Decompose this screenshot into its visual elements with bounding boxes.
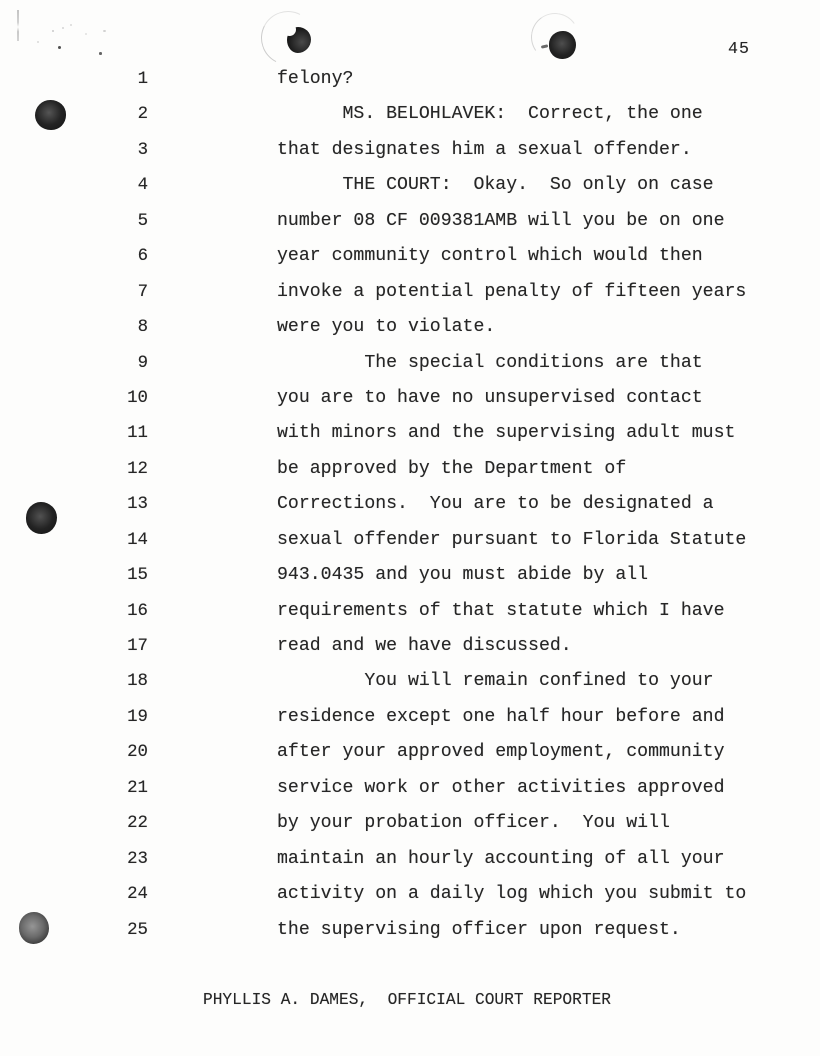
line-text: read and we have discussed.	[277, 636, 572, 656]
scan-speck	[85, 33, 87, 35]
transcript-line	[0, 771, 820, 806]
line-text: by your probation officer. You will	[277, 813, 670, 834]
line-number: 25	[127, 920, 148, 940]
line-number: 3	[137, 140, 148, 160]
line-text: you are to have no unsupervised contact	[277, 387, 703, 408]
line-number: 5	[137, 211, 148, 231]
line-number: 14	[127, 530, 148, 550]
line-text: that designates him a sexual offender.	[277, 139, 692, 160]
transcript-line	[0, 346, 820, 381]
transcript-line	[0, 487, 820, 522]
scan-speck	[103, 30, 106, 32]
line-number: 1	[137, 70, 148, 89]
transcript-line	[0, 735, 820, 770]
scan-speck	[58, 46, 61, 49]
scan-speck	[70, 24, 72, 26]
line-text: felony?	[277, 69, 354, 89]
transcript-line	[0, 629, 820, 664]
line-number: 8	[137, 318, 148, 338]
line-number: 4	[137, 176, 148, 196]
transcript-line	[0, 700, 820, 735]
line-number: 20	[127, 743, 148, 763]
line-number: 22	[127, 814, 148, 834]
transcript-line	[0, 594, 820, 629]
line-number: 21	[127, 778, 148, 798]
transcript-line	[0, 806, 820, 841]
transcript-line	[0, 97, 820, 132]
line-text: requirements of that statute which I have	[277, 600, 725, 621]
scan-speck	[37, 41, 39, 43]
line-text: service work or other activities approved	[277, 777, 725, 798]
line-number: 23	[127, 849, 148, 869]
transcript-line	[0, 381, 820, 416]
line-number: 17	[127, 637, 148, 656]
line-text: MS. BELOHLAVEK: Correct, the one	[277, 104, 703, 125]
scan-speck	[99, 52, 102, 55]
transcript-line	[0, 664, 820, 699]
transcript-line	[0, 877, 820, 912]
line-text: 943.0435 and you must abide by all	[277, 565, 649, 586]
line-number: 15	[127, 566, 148, 586]
line-text: year community control which would then	[277, 246, 703, 267]
transcript-body	[0, 62, 820, 948]
transcript-line	[0, 239, 820, 274]
scan-speck	[52, 30, 54, 32]
reporter-footer: PHYLLIS A. DAMES, OFFICIAL COURT REPORTER	[203, 991, 611, 1009]
transcript-line	[0, 842, 820, 877]
hole-punch-mark-top-right	[549, 31, 576, 59]
transcript-line	[0, 523, 820, 558]
line-text: number 08 CF 009381AMB will you be on one	[277, 210, 725, 231]
line-text: Corrections. You are to be designated a	[277, 494, 714, 515]
transcript-line	[0, 133, 820, 168]
line-number: 24	[127, 885, 148, 905]
line-text: be approved by the Department of	[277, 458, 627, 479]
line-number: 11	[127, 424, 148, 444]
line-text: with minors and the supervising adult must	[277, 423, 736, 444]
line-number: 19	[127, 707, 148, 727]
line-number: 7	[137, 282, 148, 302]
transcript-line	[0, 204, 820, 239]
line-text: invoke a potential penalty of fifteen years	[277, 281, 747, 302]
line-text: You will remain confined to your	[277, 671, 714, 692]
line-text: THE COURT: Okay. So only on case	[277, 175, 714, 196]
line-number: 18	[127, 672, 148, 692]
transcript-line	[0, 558, 820, 593]
scan-speck	[62, 27, 64, 29]
transcript-line	[0, 275, 820, 310]
scan-smudge-line	[17, 10, 19, 41]
line-number: 9	[137, 353, 148, 373]
transcript-line	[0, 62, 820, 97]
line-number: 12	[127, 459, 148, 479]
transcript-line	[0, 416, 820, 451]
line-number: 16	[127, 601, 148, 621]
line-text: residence except one half hour before and	[277, 706, 725, 727]
hole-punch-highlight	[283, 23, 296, 36]
line-text: were you to violate.	[277, 317, 496, 338]
line-text: after your approved employment, community	[277, 742, 725, 763]
transcript-line	[0, 913, 820, 948]
line-text: the supervising officer upon request.	[277, 919, 681, 940]
line-number: 13	[127, 495, 148, 515]
line-number: 10	[127, 388, 148, 408]
transcript-line	[0, 168, 820, 203]
line-text: The special conditions are that	[277, 352, 703, 373]
page-number: 45	[728, 39, 750, 58]
transcript-line	[0, 310, 820, 345]
line-text: activity on a daily log which you submit to	[277, 884, 747, 905]
line-number: 6	[137, 247, 148, 267]
transcript-line	[0, 452, 820, 487]
line-number: 2	[137, 105, 148, 125]
line-text: maintain an hourly accounting of all your	[277, 848, 725, 869]
line-text: sexual offender pursuant to Florida Statute	[277, 529, 747, 550]
